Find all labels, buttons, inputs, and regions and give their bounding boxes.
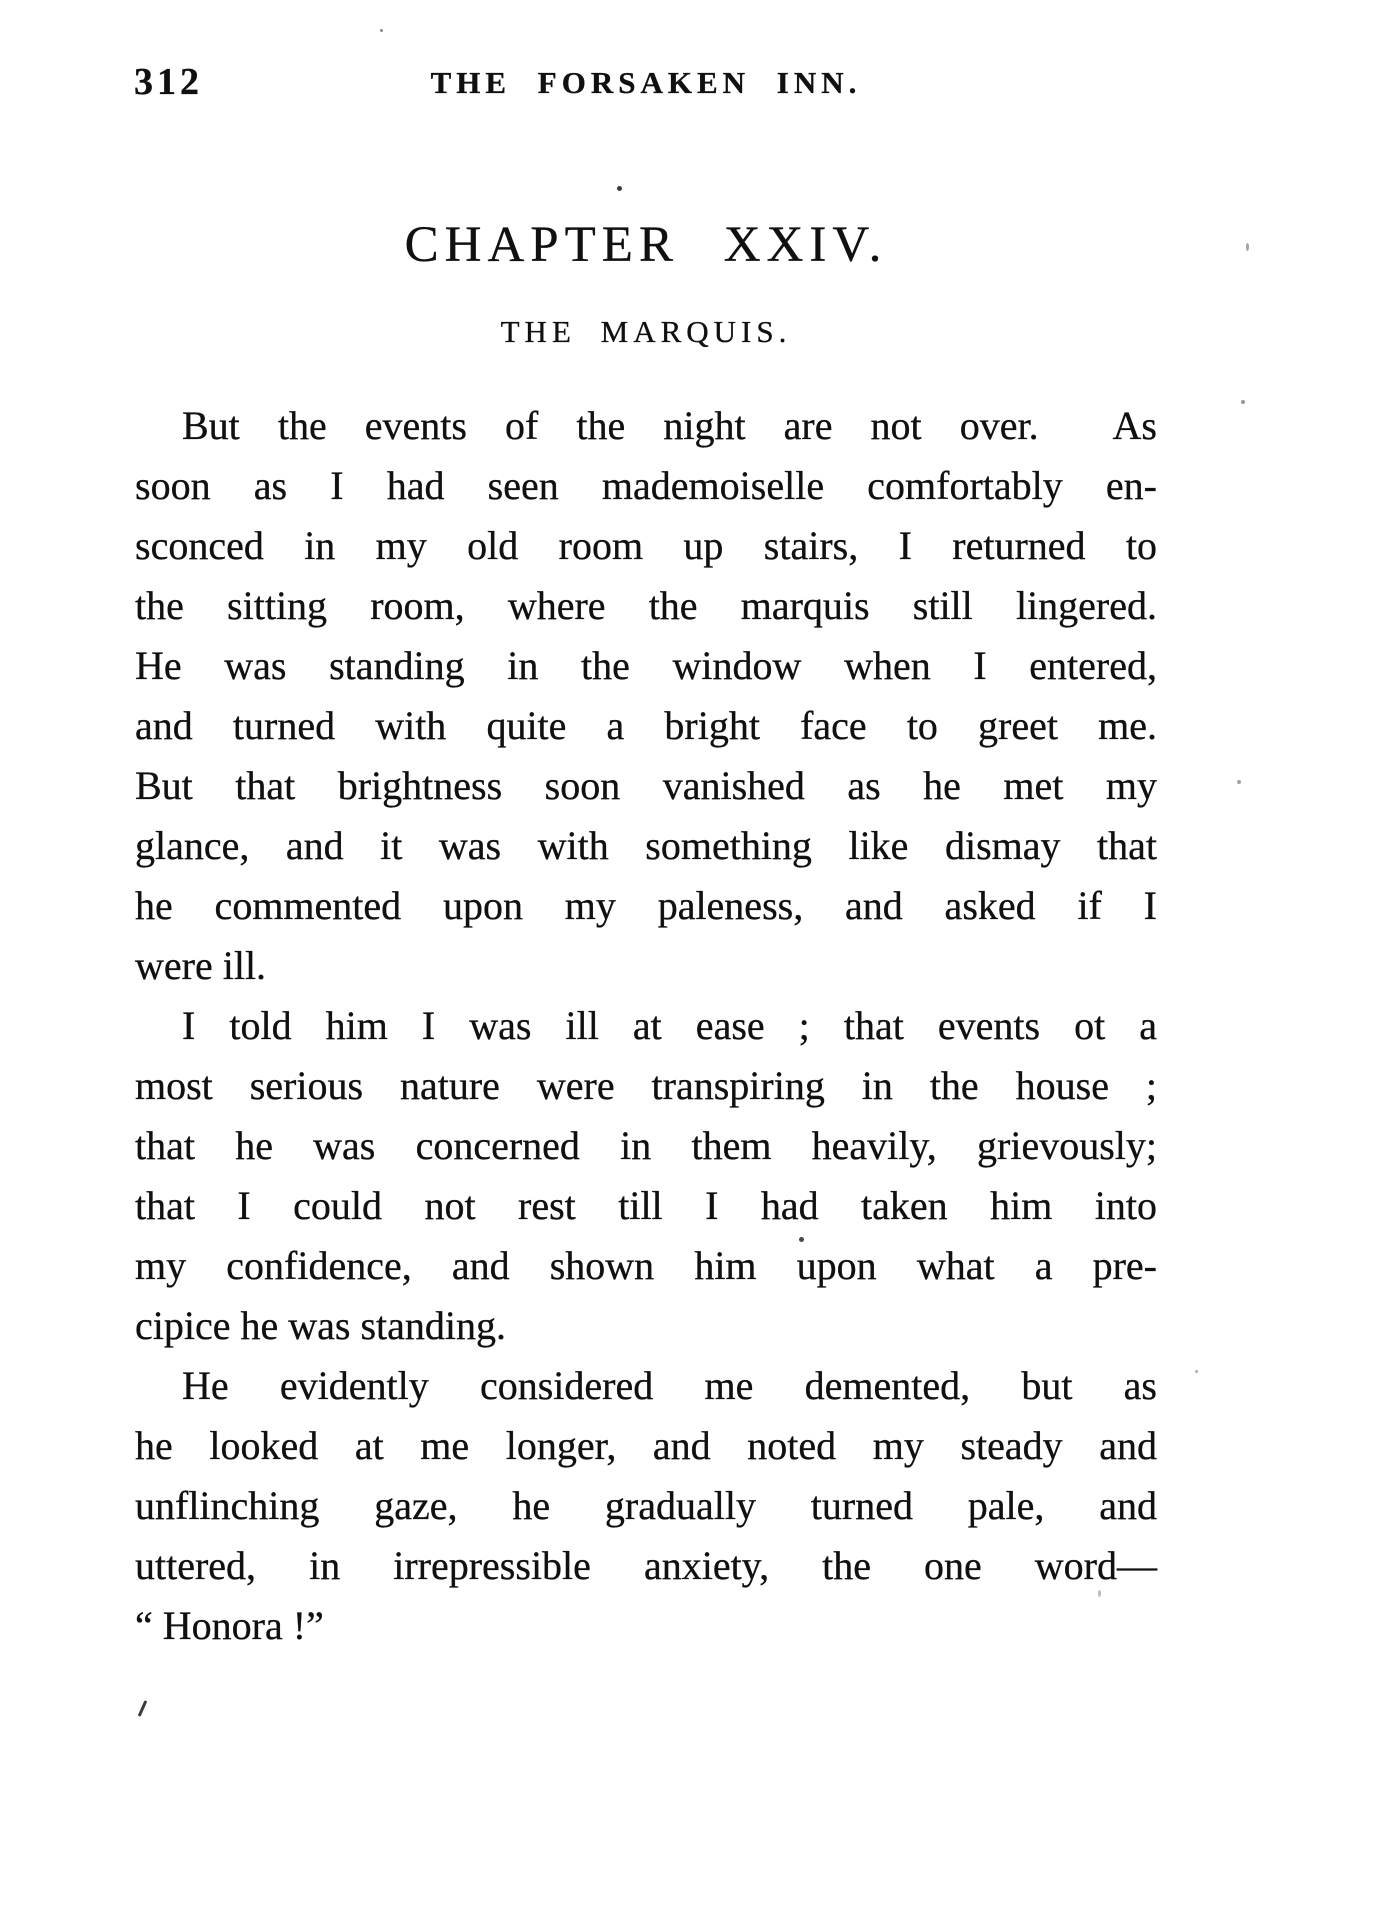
text-line: “ Honora !” bbox=[135, 1603, 324, 1648]
scan-speck bbox=[380, 29, 383, 32]
page-number: 312 bbox=[134, 61, 203, 103]
text-line: the sitting room, where the marquis still lingered. bbox=[135, 583, 1157, 628]
text-line: glance, and it was with something like dismay that bbox=[135, 823, 1157, 868]
text-line: unflinching gaze, he gradually turned pale, and bbox=[135, 1483, 1157, 1528]
text-line: he looked at me longer, and noted my steady and bbox=[135, 1423, 1157, 1468]
text-line: my confidence, and shown him upon what a pre- bbox=[135, 1243, 1157, 1288]
chapter-subtitle: THE MARQUIS. bbox=[500, 314, 792, 349]
scan-speck bbox=[1237, 780, 1241, 784]
text-line: He evidently considered me demented, but as bbox=[182, 1363, 1157, 1408]
scan-speck bbox=[1246, 243, 1249, 251]
scan-speck bbox=[1241, 400, 1245, 404]
text-line: He was standing in the window when I entered, bbox=[135, 643, 1157, 688]
text-line: But that brightness soon vanished as he met my bbox=[135, 763, 1157, 808]
text-line: he commented upon my paleness, and asked if I bbox=[135, 883, 1157, 928]
text-line: most serious nature were transpiring in the house ; bbox=[135, 1063, 1157, 1108]
scan-speck bbox=[617, 186, 622, 191]
text-line: uttered, in irrepressible anxiety, the one word— bbox=[135, 1543, 1157, 1588]
text-line: But the events of the night are not over. As bbox=[182, 403, 1157, 448]
chapter-heading: CHAPTER XXIV. bbox=[404, 217, 888, 273]
text-line: soon as I had seen mademoiselle comfortably en- bbox=[135, 463, 1157, 508]
text-line: cipice he was standing. bbox=[135, 1303, 506, 1348]
text-line: sconced in my old room up stairs, I returned to bbox=[135, 523, 1157, 568]
scan-speck bbox=[1195, 1370, 1198, 1373]
text-line: were ill. bbox=[135, 943, 267, 988]
text-line: I told him I was ill at ease ; that events ot a bbox=[182, 1003, 1157, 1048]
text-line: and turned with quite a bright face to greet me. bbox=[135, 703, 1157, 748]
running-header: THE FORSAKEN INN. bbox=[430, 65, 862, 100]
text-line: that I could not rest till I had taken him into bbox=[135, 1183, 1157, 1228]
body-text bbox=[135, 396, 1157, 1656]
scan-tick bbox=[138, 1700, 148, 1717]
text-line: that he was concerned in them heavily, grievously; bbox=[135, 1123, 1157, 1168]
